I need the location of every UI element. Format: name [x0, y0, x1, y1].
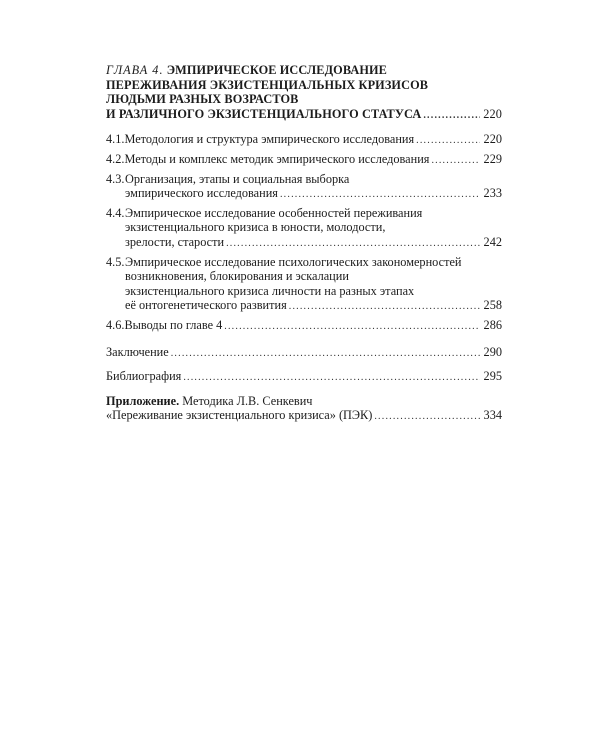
- section-title-line: Эмпирическое исследование особенностей переживания: [125, 205, 423, 220]
- section-page-number: 220: [483, 132, 502, 147]
- leader-dots: [423, 109, 480, 124]
- chapter-title-line-2: ПЕРЕЖИВАНИЯ ЭКЗИСТЕНЦИАЛЬНЫХ КРИЗИСОВ: [106, 77, 429, 92]
- conclusion-page-number: 290: [483, 344, 502, 359]
- section-title-last-line: эмпирического исследования: [125, 186, 278, 201]
- appendix-title-line-2: «Переживание экзистенциального кризиса» (ПЭК): [106, 408, 373, 423]
- section-title-line: Организация, этапы и социальная выборка: [125, 171, 350, 186]
- section-title-line: возникновения, блокирования и эскалации: [125, 269, 349, 284]
- section-title-line: Эмпирическое исследование психологических закономерностей: [125, 254, 462, 269]
- table-of-contents: [106, 63, 502, 425]
- leader-dots: [280, 188, 480, 203]
- chapter-title-last-row: [106, 107, 502, 124]
- toc-entry-section: [106, 255, 502, 315]
- section-number: 4.6.: [106, 317, 125, 332]
- leader-dots: [374, 410, 480, 425]
- section-page-number: 258: [483, 298, 502, 313]
- section-title-last-line: её онтогенетического развития: [125, 298, 287, 313]
- leader-dots: [416, 134, 480, 149]
- toc-entry-section: [106, 132, 502, 149]
- section-title-line: экзистенциального кризиса личности на разных этапах: [125, 283, 415, 298]
- section-list: [106, 132, 502, 334]
- appendix-label: Приложение.: [106, 393, 180, 408]
- leader-dots: [183, 371, 480, 386]
- conclusion-label: Заключение: [106, 344, 169, 359]
- toc-entry-bibliography: [106, 369, 502, 386]
- toc-entry-section: [106, 152, 502, 169]
- chapter-title-line-3: ЛЮДЬМИ РАЗНЫХ ВОЗРАСТОВ: [106, 92, 299, 107]
- section-number: 4.1.: [106, 132, 125, 147]
- chapter-title-line-4: И РАЗЛИЧНОГО ЭКЗИСТЕНЦИАЛЬНОГО СТАТУСА: [106, 106, 422, 121]
- chapter-page-number: 220: [483, 106, 502, 121]
- section-title-last-line: Методология и структура эмпирического исследования: [124, 132, 415, 147]
- section-title-last-line: зрелости, старости: [125, 234, 225, 249]
- chapter-label: ГЛАВА 4.: [106, 63, 164, 77]
- bibliography-page-number: 295: [483, 369, 502, 384]
- section-page-number: 229: [483, 151, 502, 166]
- bibliography-label: Библиография: [106, 369, 182, 384]
- toc-entry-conclusion: [106, 345, 502, 362]
- section-number: 4.5.: [106, 254, 125, 269]
- section-page-number: 242: [483, 234, 502, 249]
- toc-entry-section: [106, 206, 502, 252]
- section-page-number: 286: [483, 317, 502, 332]
- section-number: 4.4.: [106, 205, 125, 220]
- leader-dots: [171, 347, 480, 362]
- chapter-title-line-1: ЭМПИРИЧЕСКОЕ ИССЛЕДОВАНИЕ: [166, 63, 387, 77]
- appendix-page-number: 334: [483, 408, 502, 423]
- section-title-last-line: Выводы по главе 4: [124, 317, 223, 332]
- toc-entry-section: [106, 172, 502, 203]
- section-number: 4.2.: [106, 151, 125, 166]
- toc-entry-appendix: [106, 394, 502, 425]
- section-title-last-line: Методы и комплекс методик эмпирического исследования: [124, 151, 430, 166]
- section-page-number: 233: [483, 186, 502, 201]
- appendix-title-line-1: Методика Л.В. Сенкевич: [182, 393, 313, 408]
- toc-entry-section: [106, 318, 502, 335]
- leader-dots: [289, 300, 480, 315]
- section-number: 4.3.: [106, 171, 125, 186]
- leader-dots: [226, 237, 480, 252]
- leader-dots: [431, 154, 480, 169]
- section-title-line: экзистенциального кризиса в юности, молодости,: [125, 220, 386, 235]
- chapter-heading: [106, 63, 502, 123]
- leader-dots: [224, 320, 480, 335]
